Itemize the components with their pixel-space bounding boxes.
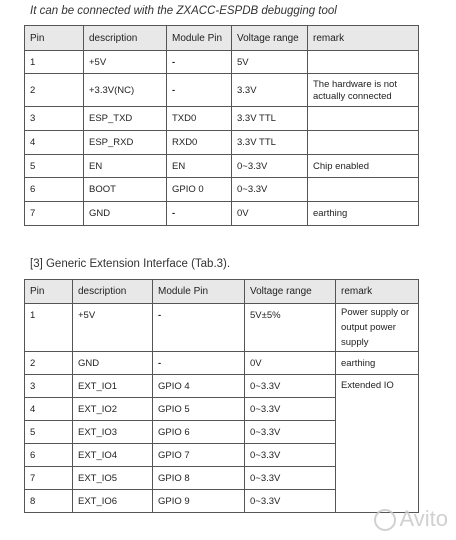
cell-pin: 2: [25, 74, 84, 107]
cell-pin: 1: [25, 51, 84, 74]
cell-description: EXT_IO4: [73, 444, 153, 467]
cell-description: EXT_IO1: [73, 375, 153, 398]
cell-voltage: 0~3.3V: [232, 178, 308, 202]
cell-voltage: 0V: [232, 202, 308, 226]
cell-pin: 3: [25, 107, 84, 131]
table-row: [25, 304, 419, 352]
cell-remark: [308, 131, 419, 155]
cell-pin: 7: [25, 467, 73, 490]
cell-pin: 5: [25, 155, 84, 178]
cell-voltage: 3.3V TTL: [232, 107, 308, 131]
cell-voltage: 3.3V: [232, 74, 308, 107]
cell-voltage: 0~3.3V: [245, 490, 336, 513]
cell-pin: 5: [25, 421, 73, 444]
header-pin: Pin: [25, 280, 73, 304]
cell-pin: 4: [25, 131, 84, 155]
header-remark: remark: [308, 26, 419, 51]
header-module-pin: Module Pin: [167, 26, 232, 51]
avito-watermark: [374, 506, 448, 532]
cell-module-pin: RXD0: [167, 131, 232, 155]
cell-module-pin: EN: [167, 155, 232, 178]
cell-description: EXT_IO6: [73, 490, 153, 513]
cell-description: BOOT: [84, 178, 167, 202]
avito-logo-icon: [374, 509, 396, 531]
extension-pin-table: [24, 279, 419, 513]
cell-description: +5V: [84, 51, 167, 74]
cell-module-pin: GPIO 5: [153, 398, 245, 421]
cell-voltage: 3.3V TTL: [232, 131, 308, 155]
cell-module-pin: GPIO 0: [167, 178, 232, 202]
cell-pin: 6: [25, 444, 73, 467]
header-voltage-range: Voltage range: [232, 26, 308, 51]
cell-module-pin: GPIO 9: [153, 490, 245, 513]
cell-remark: Extended IO: [336, 375, 419, 513]
table-row: [25, 202, 419, 226]
cell-remark: Chip enabled: [308, 155, 419, 178]
cell-voltage: 0~3.3V: [245, 467, 336, 490]
cell-module-pin: GPIO 4: [153, 375, 245, 398]
table-row: [25, 51, 419, 74]
cell-remark: earthing: [336, 352, 419, 375]
cell-voltage: 0V: [245, 352, 336, 375]
cell-voltage: 0~3.3V: [245, 444, 336, 467]
watermark-text: Avito: [399, 506, 448, 531]
cell-voltage: 0~3.3V: [232, 155, 308, 178]
cell-pin: 2: [25, 352, 73, 375]
caption-extension-interface: [3] Generic Extension Interface (Tab.3).: [30, 258, 231, 270]
header-module-pin: Module Pin: [153, 280, 245, 304]
caption-debug-tool: It can be connected with the ZXACC-ESPDB debugging tool: [30, 5, 337, 17]
cell-module-pin: GPIO 6: [153, 421, 245, 444]
cell-pin: 6: [25, 178, 84, 202]
cell-description: GND: [73, 352, 153, 375]
table-row: [25, 178, 419, 202]
cell-description: GND: [84, 202, 167, 226]
header-voltage-range: Voltage range: [245, 280, 336, 304]
cell-module-pin: GPIO 7: [153, 444, 245, 467]
cell-voltage: 0~3.3V: [245, 421, 336, 444]
cell-remark: [308, 107, 419, 131]
header-pin: Pin: [25, 26, 84, 51]
cell-module-pin: -: [167, 74, 232, 107]
cell-pin: 4: [25, 398, 73, 421]
cell-pin: 8: [25, 490, 73, 513]
cell-pin: 7: [25, 202, 84, 226]
cell-remark: [308, 178, 419, 202]
cell-voltage: 5V±5%: [245, 304, 336, 352]
table-row: [25, 155, 419, 178]
cell-voltage: 0~3.3V: [245, 398, 336, 421]
cell-description: EXT_IO5: [73, 467, 153, 490]
header-description: description: [84, 26, 167, 51]
cell-module-pin: GPIO 8: [153, 467, 245, 490]
cell-voltage: 0~3.3V: [245, 375, 336, 398]
cell-voltage: 5V: [232, 51, 308, 74]
cell-pin: 3: [25, 375, 73, 398]
table-row: [25, 131, 419, 155]
cell-description: +3.3V(NC): [84, 74, 167, 107]
table-row: [25, 74, 419, 107]
header-description: description: [73, 280, 153, 304]
table-header-row: [25, 280, 419, 304]
cell-module-pin: -: [153, 352, 245, 375]
table-row: [25, 107, 419, 131]
cell-description: ESP_TXD: [84, 107, 167, 131]
cell-remark: [308, 51, 419, 74]
cell-description: EXT_IO2: [73, 398, 153, 421]
cell-description: EXT_IO3: [73, 421, 153, 444]
table-header-row: [25, 26, 419, 51]
cell-module-pin: -: [153, 304, 245, 352]
debug-pin-table: [24, 25, 419, 226]
cell-description: EN: [84, 155, 167, 178]
cell-description: +5V: [73, 304, 153, 352]
cell-remark: The hardware is not actually connected: [308, 74, 419, 107]
cell-module-pin: -: [167, 202, 232, 226]
table-row: [25, 352, 419, 375]
cell-pin: 1: [25, 304, 73, 352]
cell-remark: earthing: [308, 202, 419, 226]
header-remark: remark: [336, 280, 419, 304]
table-row: [25, 375, 419, 398]
cell-description: ESP_RXD: [84, 131, 167, 155]
cell-module-pin: TXD0: [167, 107, 232, 131]
cell-remark: Power supply or output power supply: [336, 304, 419, 352]
cell-module-pin: -: [167, 51, 232, 74]
